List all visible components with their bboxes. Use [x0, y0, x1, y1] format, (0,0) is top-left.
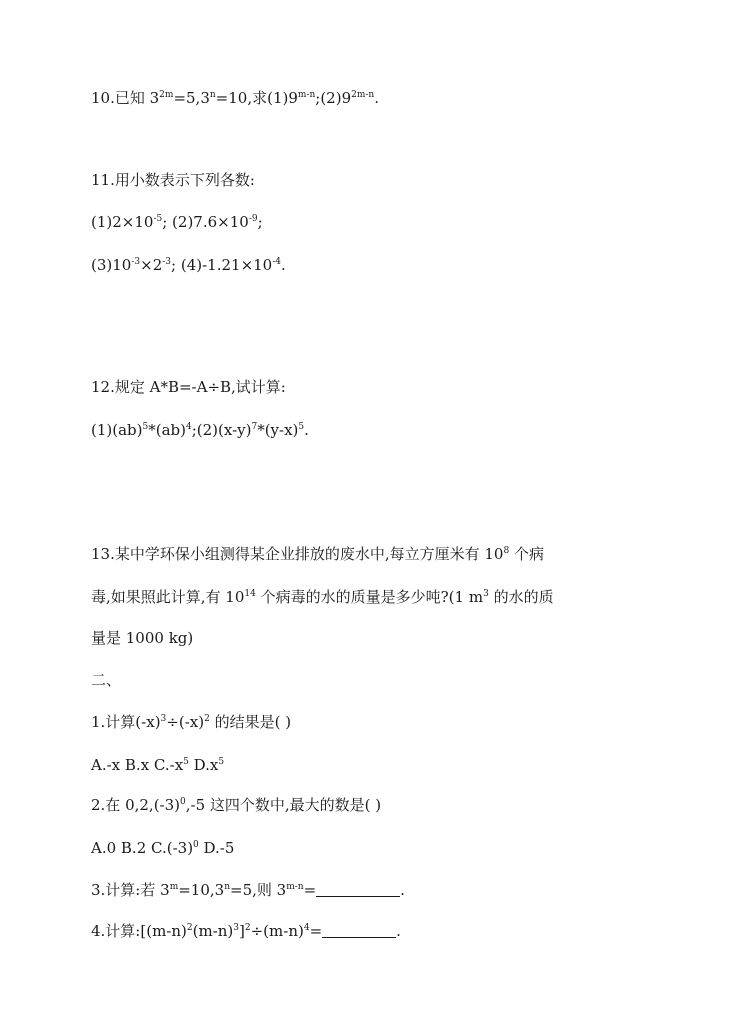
- answer-blank[interactable]: [316, 882, 400, 897]
- problem-1-question: 1.计算$(-x)^3\div(-x)^2$ 的结果是( ): [91, 713, 292, 731]
- question-13-line-3: 量是 1000 kg): [91, 629, 194, 647]
- question-12-title: 12.规定 A*B=-A÷B,试计算:: [91, 378, 286, 396]
- problem-3: 3.计算:若 $3^m=10,3^n=5$,则 $3^{m-n}=$ .: [91, 881, 405, 899]
- problem-1-options: A.-x B.x $C.-x^5$ $D.x^5$: [91, 756, 225, 774]
- question-11-line-1: $(1)2\times 10^{-5}$; $(2)7.6\times 10^{-9}$;: [91, 213, 263, 231]
- problem-4: 4.计算$:[(m-n)^2(m-n)^3]^2\div(m-n)^4=$ .: [91, 922, 401, 940]
- question-12-line-1: $(1)(ab)^5*(ab)^4;(2)(x-y)^7*(y-x)^5$.: [91, 421, 309, 439]
- problem-2-options: A.0 B.2 $C.(-3)^0$ D.-5: [91, 839, 235, 857]
- section-2-heading: 二、: [91, 671, 122, 689]
- question-11-line-2: $(3)10^{-3}\times 2^{-3}$; $(4)-1.21\times 10^{-4}$.: [91, 256, 286, 274]
- question-11-title: 11.用小数表示下列各数:: [91, 171, 255, 189]
- question-13-line-2: 毒,如果照此计算,有 $10^{14}$ 个病毒的水的质量是多少吨?(1 $m^3$ 的水的质: [91, 588, 554, 606]
- problem-2-question: 2.在 $0,2,(-3)^0,-5$ 这四个数中,最大的数是( ): [91, 796, 382, 814]
- answer-blank[interactable]: [322, 923, 396, 938]
- question-10: 10.已知 $3^{2m}=5,3^n=10$,求$(1)9^{m-n};(2)9^{2m-n}$.: [91, 89, 380, 107]
- question-13-line-1: 13.某中学环保小组测得某企业排放的废水中,每立方厘米有 $10^8$ 个病: [91, 545, 544, 563]
